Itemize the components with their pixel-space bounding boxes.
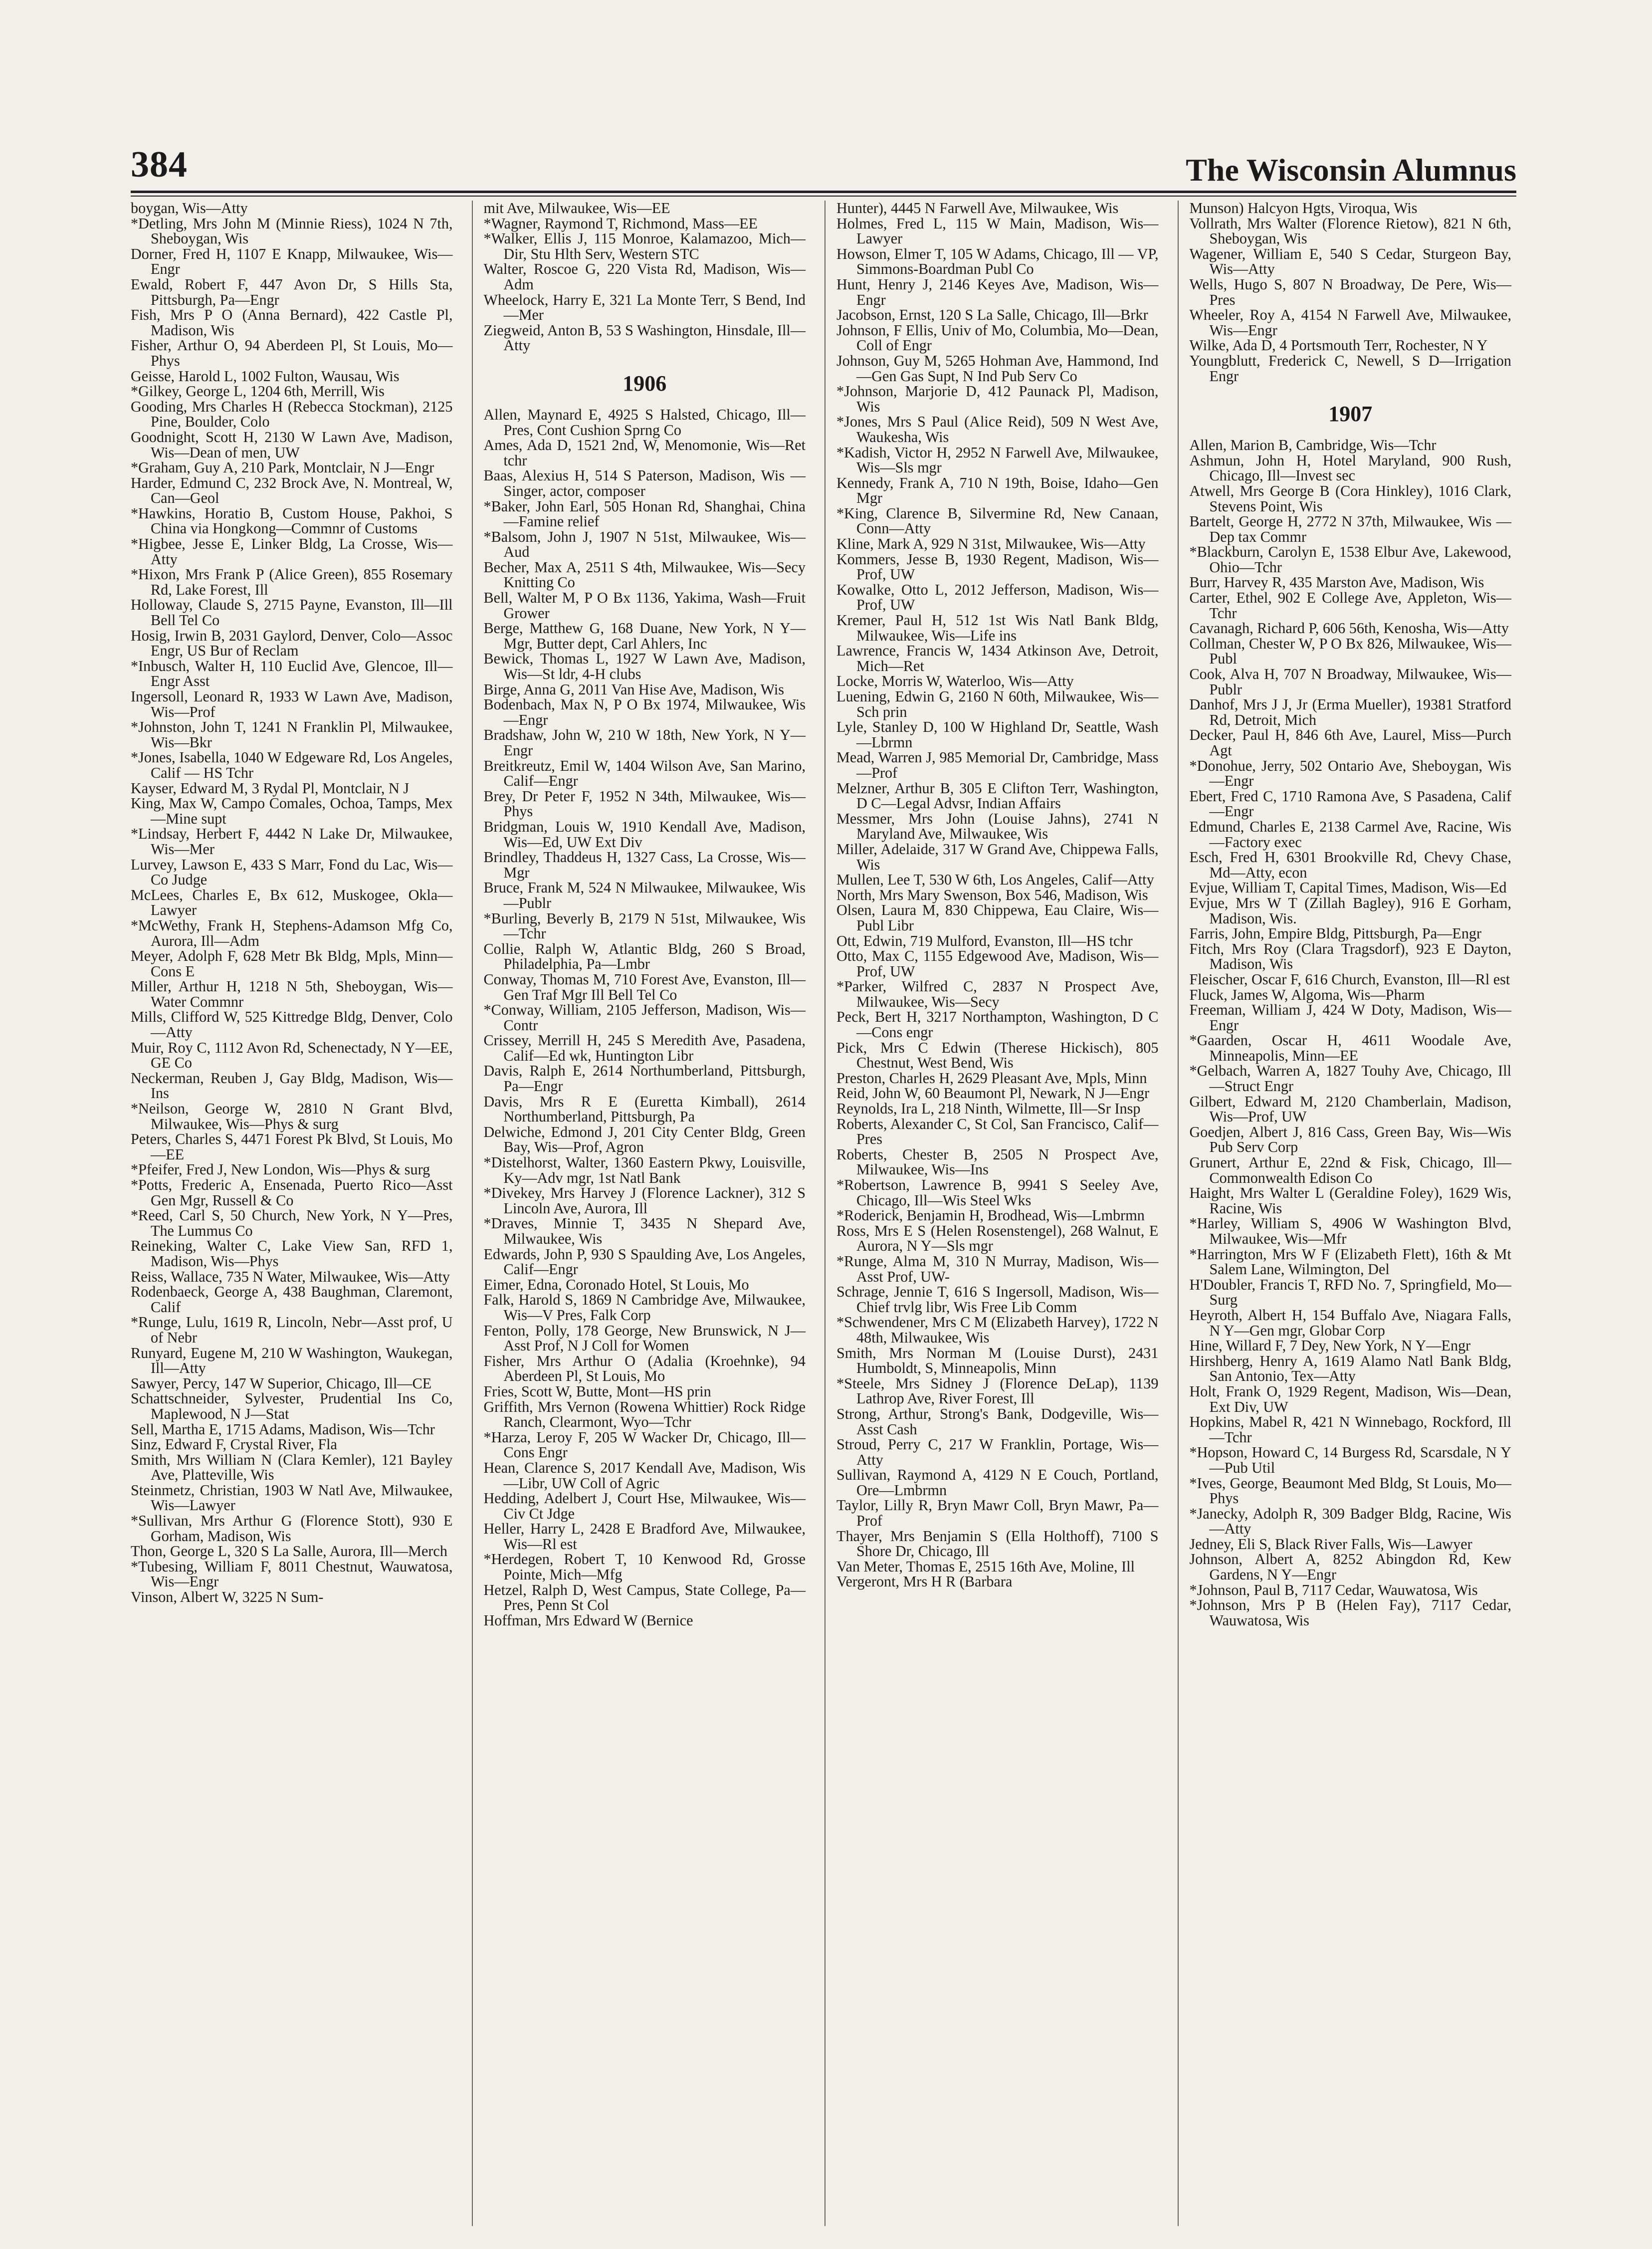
- directory-entry: *Gelbach, Warren A, 1827 Touhy Ave, Chicago, Ill—Struct Engr: [1189, 1062, 1511, 1095]
- directory-entry: Fries, Scott W, Butte, Mont—HS prin: [483, 1382, 711, 1400]
- directory-entry: *Hixon, Mrs Frank P (Alice Green), 855 Rosemary Rd, Lake Forest, Ill: [131, 566, 453, 598]
- column-1: [131, 201, 458, 2226]
- directory-entry: Evjue, Mrs W T (Zillah Bagley), 916 E Gorham, Madison, Wis.: [1189, 894, 1511, 927]
- directory-entry: Bruce, Frank M, 524 N Milwaukee, Milwaukee, Wis—Publr: [483, 879, 806, 911]
- directory-entry: Carter, Ethel, 902 E College Ave, Appleton, Wis—Tchr: [1189, 589, 1511, 622]
- directory-entry: Haight, Mrs Walter L (Geraldine Foley), 1629 Wis, Racine, Wis: [1189, 1184, 1511, 1217]
- directory-entry: Collie, Ralph W, Atlantic Bldg, 260 S Broad, Philadelphia, Pa—Lmbr: [483, 940, 806, 973]
- directory-entry: *Herdegen, Robert T, 10 Kenwood Rd, Grosse Pointe, Mich—Mfg: [483, 1551, 806, 1583]
- class-year-heading: 1906: [622, 371, 667, 396]
- directory-entry: Sell, Martha E, 1715 Adams, Madison, Wis—Tchr: [131, 1420, 435, 1438]
- directory-entry: Miller, Arthur H, 1218 N 5th, Sheboygan, Wis—Water Commnr: [131, 978, 453, 1010]
- directory-entry: Hine, Willard F, 7 Dey, New York, N Y—Engr: [1189, 1337, 1471, 1354]
- directory-entry: Rodenbaeck, George A, 438 Baughman, Claremont, Calif: [131, 1283, 453, 1316]
- directory-entry: Kennedy, Frank A, 710 N 19th, Boise, Idaho—Gen Mgr: [836, 474, 1159, 507]
- directory-entry: Delwiche, Edmond J, 201 City Center Bldg, Green Bay, Wis—Prof, Agron: [483, 1123, 806, 1156]
- directory-entry: Edmund, Charles E, 2138 Carmel Ave, Racine, Wis—Factory exec: [1189, 818, 1511, 851]
- directory-entry: Mullen, Lee T, 530 W 6th, Los Angeles, Calif—Atty: [836, 871, 1154, 889]
- directory-entry: Ames, Ada D, 1521 2nd, W, Menomonie, Wis—Ret tchr: [483, 437, 806, 469]
- directory-entry: Bridgman, Louis W, 1910 Kendall Ave, Madison, Wis—Ed, UW Ext Div: [483, 818, 806, 851]
- header-rule: [131, 191, 1516, 193]
- directory-entry: mit Ave, Milwaukee, Wis—EE: [483, 201, 670, 217]
- directory-entry: Cavanagh, Richard P, 606 56th, Kenosha, Wis—Atty: [1189, 620, 1509, 637]
- directory-entry: *Robertson, Lawrence B, 9941 S Seeley Ave, Chicago, Ill—Wis Steel Wks: [836, 1176, 1159, 1209]
- directory-entry: Peck, Bert H, 3217 Northampton, Washington, D C—Cons engr: [836, 1008, 1159, 1041]
- directory-entry: Farris, John, Empire Bldg, Pittsburgh, Pa—Engr: [1189, 925, 1482, 942]
- directory-entry: *Ives, George, Beaumont Med Bldg, St Louis, Mo—Phys: [1189, 1474, 1511, 1507]
- directory-entry: *Burling, Beverly B, 2179 N 51st, Milwaukee, Wis—Tchr: [483, 909, 806, 942]
- directory-entry: *Sullivan, Mrs Arthur G (Florence Stott), 930 E Gorham, Madison, Wis: [131, 1512, 453, 1545]
- directory-entry: Olsen, Laura M, 830 Chippewa, Eau Claire, Wis—Publ Libr: [836, 901, 1159, 934]
- directory-entry: *Johnson, Paul B, 7117 Cedar, Wauwatosa, Wis: [1189, 1581, 1478, 1598]
- directory-entry: *Runge, Alma M, 310 N Murray, Madison, Wis—Asst Prof, UW-: [836, 1252, 1159, 1285]
- directory-entry: Johnson, Albert A, 8252 Abingdon Rd, Kew Gardens, N Y—Engr: [1189, 1551, 1511, 1583]
- directory-entry: Stroud, Perry C, 217 W Franklin, Portage, Wis—Atty: [836, 1436, 1159, 1468]
- directory-entry: Davis, Mrs R E (Euretta Kimball), 2614 Northumberland, Pittsburgh, Pa: [483, 1093, 806, 1125]
- directory-entry: Davis, Ralph E, 2614 Northumberland, Pittsburgh, Pa—Engr: [483, 1062, 806, 1095]
- directory-entry: *Graham, Guy A, 210 Park, Montclair, N J—Engr: [131, 459, 434, 476]
- directory-entry: Grunert, Arthur E, 22nd & Fisk, Chicago, Ill—Commonwealth Edison Co: [1189, 1154, 1511, 1186]
- directory-entry: Youngblutt, Frederick C, Newell, S D—Irrigation Engr: [1189, 352, 1511, 385]
- directory-entry: Mead, Warren J, 985 Memorial Dr, Cambridge, Mass—Prof: [836, 749, 1159, 781]
- directory-entry: Hunter), 4445 N Farwell Ave, Milwaukee, Wis: [836, 201, 1119, 217]
- directory-entry: Lurvey, Lawson E, 433 S Marr, Fond du Lac, Wis—Co Judge: [131, 856, 453, 889]
- directory-entry: Esch, Fred H, 6301 Brookville Rd, Chevy Chase, Md—Atty, econ: [1189, 849, 1511, 881]
- directory-entry: Holt, Frank O, 1929 Regent, Madison, Wis—Dean, Ext Div, UW: [1189, 1382, 1511, 1415]
- directory-entry: Sinz, Edward F, Crystal River, Fla: [131, 1436, 337, 1453]
- directory-entry: Kayser, Edward M, 3 Rydal Pl, Montclair, N J: [131, 779, 410, 797]
- directory-entry: Allen, Marion B, Cambridge, Wis—Tchr: [1189, 437, 1437, 454]
- directory-entry: Ross, Mrs E S (Helen Rosenstengel), 268 Walnut, E Aurora, N Y—Sls mgr: [836, 1222, 1159, 1255]
- directory-entry: Edwards, John P, 930 S Spaulding Ave, Los Angeles, Calif—Engr: [483, 1245, 806, 1278]
- directory-entry: *Pfeifer, Fred J, New London, Wis—Phys & surg: [131, 1161, 430, 1178]
- directory-columns: [131, 201, 1516, 2226]
- directory-entry: Fleischer, Oscar F, 616 Church, Evanston, Ill—Rl est: [1189, 970, 1510, 988]
- directory-entry: Goedjen, Albert J, 816 Cass, Green Bay, Wis—Wis Pub Serv Corp: [1189, 1123, 1511, 1156]
- directory-entry: Reineking, Walter C, Lake View San, RFD 1, Madison, Wis—Phys: [131, 1237, 453, 1270]
- directory-entry: H'Doubler, Francis T, RFD No. 7, Springfield, Mo—Surg: [1189, 1276, 1511, 1309]
- directory-entry: Jedney, Eli S, Black River Falls, Wis—Lawyer: [1189, 1535, 1472, 1553]
- directory-entry: *Hopson, Howard C, 14 Burgess Rd, Scarsdale, N Y—Pub Util: [1189, 1444, 1511, 1476]
- directory-entry: *Harza, Leroy F, 205 W Wacker Dr, Chicago, Ill—Cons Engr: [483, 1428, 806, 1461]
- directory-entry: Muir, Roy C, 1112 Avon Rd, Schenectady, N Y—EE, GE Co: [131, 1039, 453, 1072]
- directory-entry: Bell, Walter M, P O Bx 1136, Yakima, Wash—Fruit Grower: [483, 589, 806, 622]
- directory-entry: Danhof, Mrs J J, Jr (Erma Mueller), 19381 Stratford Rd, Detroit, Mich: [1189, 696, 1511, 728]
- directory-entry: Mills, Clifford W, 525 Kittredge Bldg, Denver, Colo—Atty: [131, 1008, 453, 1041]
- directory-entry: *Johnson, Marjorie D, 412 Paunack Pl, Madison, Wis: [836, 383, 1159, 415]
- directory-entry: Roberts, Chester B, 2505 N Prospect Ave, Milwaukee, Wis—Ins: [836, 1145, 1159, 1178]
- directory-entry: Ziegweid, Anton B, 53 S Washington, Hinsdale, Ill—Atty: [483, 321, 806, 354]
- directory-entry: Reiss, Wallace, 735 N Water, Milwaukee, Wis—Atty: [131, 1268, 450, 1285]
- directory-entry: Vinson, Albert W, 3225 N Sum-: [131, 1588, 324, 1606]
- directory-entry: Howson, Elmer T, 105 W Adams, Chicago, Ill — VP, Simmons-Boardman Publ Co: [836, 245, 1159, 278]
- directory-entry: Taylor, Lilly R, Bryn Mawr Coll, Bryn Mawr, Pa—Prof: [836, 1497, 1159, 1530]
- directory-entry: Wilke, Ada D, 4 Portsmouth Terr, Rochester, N Y: [1189, 337, 1488, 354]
- directory-entry: Goodnight, Scott H, 2130 W Lawn Ave, Madison, Wis—Dean of men, UW: [131, 428, 453, 461]
- directory-entry: Walter, Roscoe G, 220 Vista Rd, Madison, Wis—Adm: [483, 260, 806, 293]
- directory-entry: Baas, Alexius H, 514 S Paterson, Madison, Wis — Singer, actor, composer: [483, 467, 806, 499]
- directory-entry: Fish, Mrs P O (Anna Bernard), 422 Castle Pl, Madison, Wis: [131, 306, 453, 339]
- directory-entry: *Baker, John Earl, 505 Honan Rd, Shanghai, China—Famine relief: [483, 497, 806, 530]
- directory-entry: Hoffman, Mrs Edward W (Bernice: [483, 1611, 693, 1629]
- directory-entry: *Runge, Lulu, 1619 R, Lincoln, Nebr—Asst prof, U of Nebr: [131, 1314, 453, 1346]
- directory-entry: Neckerman, Reuben J, Gay Bldg, Madison, Wis—Ins: [131, 1069, 453, 1102]
- directory-entry: *Harley, William S, 4906 W Washington Blvd, Milwaukee, Wis—Mfr: [1189, 1215, 1511, 1247]
- directory-entry: *Higbee, Jesse E, Linker Bldg, La Crosse, Wis—Atty: [131, 535, 453, 568]
- directory-entry: Strong, Arthur, Strong's Bank, Dodgeville, Wis—Asst Cash: [836, 1405, 1159, 1438]
- directory-entry: *Schwendener, Mrs C M (Elizabeth Harvey), 1722 N 48th, Milwaukee, Wis: [836, 1314, 1159, 1346]
- directory-entry: Hirshberg, Henry A, 1619 Alamo Natl Bank Bldg, San Antonio, Tex—Atty: [1189, 1352, 1511, 1385]
- directory-entry: Wheelock, Harry E, 321 La Monte Terr, S Bend, Ind—Mer: [483, 291, 806, 324]
- directory-entry: Brey, Dr Peter F, 1952 N 34th, Milwaukee, Wis—Phys: [483, 787, 806, 820]
- directory-entry: Ebert, Fred C, 1710 Ramona Ave, S Pasadena, Calif—Engr: [1189, 787, 1511, 820]
- directory-entry: Bartelt, George H, 2772 N 37th, Milwaukee, Wis — Dep tax Commr: [1189, 513, 1511, 545]
- directory-entry: Thayer, Mrs Benjamin S (Ella Holthoff), 7100 S Shore Dr, Chicago, Ill: [836, 1527, 1159, 1560]
- directory-entry: Crissey, Merrill H, 245 S Meredith Ave, Pasadena, Calif—Ed wk, Huntington Libr: [483, 1032, 806, 1064]
- directory-entry: McLees, Charles E, Bx 612, Muskogee, Okla—Lawyer: [131, 886, 453, 919]
- directory-entry: *Roderick, Benjamin H, Brodhead, Wis—Lmbrmn: [836, 1207, 1145, 1224]
- directory-entry: Ewald, Robert F, 447 Avon Dr, S Hills Sta, Pittsburgh, Pa—Engr: [131, 275, 453, 308]
- directory-entry: *Parker, Wilfred C, 2837 N Prospect Ave, Milwaukee, Wis—Secy: [836, 978, 1159, 1010]
- directory-entry: *King, Clarence B, Silvermine Rd, New Canaan, Conn—Atty: [836, 504, 1159, 537]
- directory-entry: *Reed, Carl S, 50 Church, New York, N Y—Pres, The Lummus Co: [131, 1207, 453, 1239]
- directory-entry: *Steele, Mrs Sidney J (Florence DeLap), 1139 Lathrop Ave, River Forest, Ill: [836, 1374, 1159, 1407]
- directory-entry: Bodenbach, Max N, P O Bx 1974, Milwaukee, Wis—Engr: [483, 696, 806, 728]
- directory-entry: Otto, Max C, 1155 Edgewood Ave, Madison, Wis—Prof, UW: [836, 947, 1159, 980]
- directory-entry: *Jones, Isabella, 1040 W Edgeware Rd, Los Angeles, Calif — HS Tchr: [131, 749, 453, 781]
- directory-entry: *Divekey, Mrs Harvey J (Florence Lackner), 312 S Lincoln Ave, Aurora, Ill: [483, 1184, 806, 1217]
- directory-entry: Atwell, Mrs George B (Cora Hinkley), 1016 Clark, Stevens Point, Wis: [1189, 482, 1511, 515]
- directory-entry: Hunt, Henry J, 2146 Keyes Ave, Madison, Wis—Engr: [836, 275, 1159, 308]
- directory-entry: Cook, Alva H, 707 N Broadway, Milwaukee, Wis—Publr: [1189, 666, 1511, 698]
- directory-entry: *Hawkins, Horatio B, Custom House, Pakhoi, S China via Hongkong—Commnr of Customs: [131, 504, 453, 537]
- directory-entry: *Neilson, George W, 2810 N Grant Blvd, Milwaukee, Wis—Phys & surg: [131, 1100, 453, 1132]
- directory-entry: *McWethy, Frank H, Stephens-Adamson Mfg Co, Aurora, Ill—Adm: [131, 916, 453, 949]
- directory-entry: Harder, Edmund C, 232 Brock Ave, N. Montreal, W, Can—Geol: [131, 474, 453, 507]
- directory-entry: Brindley, Thaddeus H, 1327 Cass, La Crosse, Wis—Mgr: [483, 849, 806, 881]
- directory-entry: *Gaarden, Oscar H, 4611 Woodale Ave, Minneapolis, Minn—EE: [1189, 1032, 1511, 1064]
- directory-entry: *Walker, Ellis J, 115 Monroe, Kalamazoo, Mich—Dir, Stu Hlth Serv, Western STC: [483, 230, 806, 262]
- journal-title: The Wisconsin Alumnus: [1186, 152, 1516, 188]
- directory-entry: *Lindsay, Herbert F, 4442 N Lake Dr, Milwaukee, Wis—Mer: [131, 825, 453, 858]
- directory-entry: Preston, Charles H, 2629 Pleasant Ave, Mpls, Minn: [836, 1069, 1147, 1087]
- directory-entry: *Distelhorst, Walter, 1360 Eastern Pkwy, Louisville, Ky—Adv mgr, 1st Natl Bank: [483, 1154, 806, 1186]
- directory-entry: Falk, Harold S, 1869 N Cambridge Ave, Milwaukee, Wis—V Pres, Falk Corp: [483, 1291, 806, 1324]
- directory-entry: Roberts, Alexander C, St Col, San Francisco, Calif—Pres: [836, 1115, 1159, 1148]
- directory-entry: Meyer, Adolph F, 628 Metr Bk Bldg, Mpls, Minn—Cons E: [131, 947, 453, 980]
- directory-entry: Thon, George L, 320 S La Salle, Aurora, Ill—Merch: [131, 1543, 447, 1560]
- directory-entry: Smith, Mrs Norman M (Louise Durst), 2431 Humboldt, S, Minneapolis, Minn: [836, 1344, 1159, 1377]
- directory-entry: Ashmun, John H, Hotel Maryland, 900 Rush, Chicago, Ill—Invest sec: [1189, 451, 1511, 484]
- directory-entry: Birge, Anna G, 2011 Van Hise Ave, Madison, Wis: [483, 680, 785, 698]
- directory-entry: Bradshaw, John W, 210 W 18th, New York, N Y—Engr: [483, 726, 806, 759]
- directory-entry: Becher, Max A, 2511 S 4th, Milwaukee, Wis—Secy Knitting Co: [483, 558, 806, 591]
- directory-entry: Decker, Paul H, 846 6th Ave, Laurel, Miss—Purch Agt: [1189, 726, 1511, 759]
- directory-entry: Runyard, Eugene M, 210 W Washington, Waukegan, Ill—Atty: [131, 1344, 453, 1377]
- directory-entry: Wells, Hugo S, 807 N Broadway, De Pere, Wis—Pres: [1189, 275, 1511, 308]
- directory-entry: Smith, Mrs William N (Clara Kemler), 121 Bayley Ave, Platteville, Wis: [131, 1451, 453, 1484]
- directory-entry: Pick, Mrs C Edwin (Therese Hickisch), 805 Chestnut, West Bend, Wis: [836, 1039, 1159, 1072]
- directory-entry: Hedding, Adelbert J, Court Hse, Milwaukee, Wis—Civ Ct Jdge: [483, 1490, 806, 1522]
- directory-entry: Vergeront, Mrs H R (Barbara: [836, 1573, 1013, 1590]
- directory-entry: Wagener, William E, 540 S Cedar, Sturgeon Bay, Wis—Atty: [1189, 245, 1511, 278]
- directory-entry: *Tubesing, William F, 8011 Chestnut, Wauwatosa, Wis—Engr: [131, 1558, 453, 1590]
- directory-entry: Kremer, Paul H, 512 1st Wis Natl Bank Bldg, Milwaukee, Wis—Life ins: [836, 612, 1159, 644]
- directory-entry: *Harrington, Mrs W F (Elizabeth Flett), 16th & Mt Salem Lane, Wilmington, Del: [1189, 1245, 1511, 1278]
- directory-entry: Allen, Maynard E, 4925 S Halsted, Chicago, Ill—Pres, Cont Cushion Sprng Co: [483, 406, 806, 439]
- directory-entry: Ingersoll, Leonard R, 1933 W Lawn Ave, Madison, Wis—Prof: [131, 688, 453, 720]
- class-year-heading: 1907: [1328, 402, 1373, 427]
- directory-entry: Geisse, Harold L, 1002 Fulton, Wausau, Wis: [131, 367, 400, 385]
- directory-entry: Griffith, Mrs Vernon (Rowena Whittier) Rock Ridge Ranch, Clearmont, Wyo—Tchr: [483, 1398, 806, 1431]
- directory-entry: boygan, Wis—Atty: [131, 201, 248, 217]
- directory-entry: Peters, Charles S, 4471 Forest Pk Blvd, St Louis, Mo—EE: [131, 1130, 453, 1163]
- directory-entry: Melzner, Arthur B, 305 E Clifton Terr, Washington, D C—Legal Advsr, Indian Affairs: [836, 779, 1159, 812]
- directory-entry: Locke, Morris W, Waterloo, Wis—Atty: [836, 673, 1074, 690]
- directory-entry: Holloway, Claude S, 2715 Payne, Evanston, Ill—Ill Bell Tel Co: [131, 596, 453, 629]
- directory-entry: *Gilkey, George L, 1204 6th, Merrill, Wis: [131, 383, 385, 400]
- directory-entry: Kline, Mark A, 929 N 31st, Milwaukee, Wis—Atty: [836, 535, 1146, 553]
- directory-entry: Conway, Thomas M, 710 Forest Ave, Evanston, Ill—Gen Traf Mgr Ill Bell Tel Co: [483, 970, 806, 1003]
- directory-entry: *Detling, Mrs John M (Minnie Riess), 1024 N 7th, Sheboygan, Wis: [131, 215, 453, 247]
- directory-entry: *Balsom, John J, 1907 N 51st, Milwaukee, Wis—Aud: [483, 528, 806, 561]
- directory-entry: Gilbert, Edward M, 2120 Chamberlain, Madison, Wis—Prof, UW: [1189, 1093, 1511, 1125]
- directory-entry: *Potts, Frederic A, Ensenada, Puerto Rico—Asst Gen Mgr, Russell & Co: [131, 1176, 453, 1209]
- directory-entry: Messmer, Mrs John (Louise Jahns), 2741 N Maryland Ave, Milwaukee, Wis: [836, 810, 1159, 843]
- directory-entry: Lyle, Stanley D, 100 W Highland Dr, Seattle, Wash—Lbrmn: [836, 718, 1159, 751]
- directory-entry: Heller, Harry L, 2428 E Bradford Ave, Milwaukee, Wis—Rl est: [483, 1520, 806, 1553]
- directory-entry: Kowalke, Otto L, 2012 Jefferson, Madison, Wis—Prof, UW: [836, 581, 1159, 614]
- directory-entry: Sullivan, Raymond A, 4129 N E Couch, Portland, Ore—Lmbrmn: [836, 1466, 1159, 1499]
- directory-entry: Luening, Edwin G, 2160 N 60th, Milwaukee, Wis—Sch prin: [836, 688, 1159, 720]
- directory-entry: Hean, Clarence S, 2017 Kendall Ave, Madison, Wis—Libr, UW Coll of Agric: [483, 1459, 806, 1492]
- directory-entry: Vollrath, Mrs Walter (Florence Rietow), 821 N 6th, Sheboygan, Wis: [1189, 215, 1511, 247]
- directory-entry: Hetzel, Ralph D, West Campus, State College, Pa—Pres, Penn St Col: [483, 1581, 806, 1614]
- directory-entry: Schattschneider, Sylvester, Prudential Ins Co, Maplewood, N J—Stat: [131, 1390, 453, 1422]
- directory-entry: Reid, John W, 60 Beaumont Pl, Newark, N J—Engr: [836, 1085, 1150, 1102]
- directory-entry: *Inbusch, Walter H, 110 Euclid Ave, Glencoe, Ill—Engr Asst: [131, 657, 453, 690]
- directory-entry: *Draves, Minnie T, 3435 N Shepard Ave, Milwaukee, Wis: [483, 1215, 806, 1247]
- directory-entry: Johnson, F Ellis, Univ of Mo, Columbia, Mo—Dean, Coll of Engr: [836, 321, 1159, 354]
- directory-entry: *Blackburn, Carolyn E, 1538 Elbur Ave, Lakewood, Ohio—Tchr: [1189, 543, 1511, 576]
- directory-entry: *Wagner, Raymond T, Richmond, Mass—EE: [483, 215, 758, 232]
- column-3: [825, 201, 1164, 2226]
- directory-entry: Dorner, Fred H, 1107 E Knapp, Milwaukee, Wis—Engr: [131, 245, 453, 278]
- directory-entry: *Conway, William, 2105 Jefferson, Madison, Wis—Contr: [483, 1001, 806, 1034]
- page-number: 384: [131, 144, 188, 185]
- directory-entry: Van Meter, Thomas E, 2515 16th Ave, Moline, Ill: [836, 1558, 1135, 1575]
- directory-entry: *Johnson, Mrs P B (Helen Fay), 7117 Cedar, Wauwatosa, Wis: [1189, 1596, 1511, 1629]
- directory-entry: Wheeler, Roy A, 4154 N Farwell Ave, Milwaukee, Wis—Engr: [1189, 306, 1511, 339]
- directory-entry: Heyroth, Albert H, 154 Buffalo Ave, Niagara Falls, N Y—Gen mgr, Globar Corp: [1189, 1306, 1511, 1339]
- directory-entry: Freeman, William J, 424 W Doty, Madison, Wis—Engr: [1189, 1001, 1511, 1034]
- directory-entry: Munson) Halcyon Hgts, Viroqua, Wis: [1189, 201, 1418, 217]
- directory-entry: Collman, Chester W, P O Bx 826, Milwaukee, Wis—Publ: [1189, 635, 1511, 668]
- directory-entry: Johnson, Guy M, 5265 Hohman Ave, Hammond, Ind—Gen Gas Supt, N Ind Pub Serv Co: [836, 352, 1159, 385]
- directory-entry: Kommers, Jesse B, 1930 Regent, Madison, Wis—Prof, UW: [836, 550, 1159, 583]
- directory-entry: Eimer, Edna, Coronado Hotel, St Louis, Mo: [483, 1276, 749, 1293]
- directory-entry: *Jones, Mrs S Paul (Alice Reid), 509 N West Ave, Waukesha, Wis: [836, 413, 1159, 446]
- directory-entry: Hosig, Irwin B, 2031 Gaylord, Denver, Colo—Assoc Engr, US Bur of Reclam: [131, 627, 453, 660]
- column-4: [1178, 201, 1517, 2226]
- directory-entry: Jacobson, Ernst, 120 S La Salle, Chicago, Ill—Brkr: [836, 306, 1148, 324]
- directory-entry: Fitch, Mrs Roy (Clara Tragsdorf), 923 E Dayton, Madison, Wis: [1189, 940, 1511, 973]
- directory-entry: Reynolds, Ira L, 218 Ninth, Wilmette, Ill—Sr Insp: [836, 1100, 1141, 1118]
- column-2: [472, 201, 811, 2226]
- directory-entry: Holmes, Fred L, 115 W Main, Madison, Wis—Lawyer: [836, 215, 1159, 247]
- directory-entry: Bewick, Thomas L, 1927 W Lawn Ave, Madison, Wis—St ldr, 4-H clubs: [483, 650, 806, 683]
- directory-entry: King, Max W, Campo Comales, Ochoa, Tamps, Mex—Mine supt: [131, 795, 453, 827]
- directory-entry: *Janecky, Adolph R, 309 Badger Bldg, Racine, Wis—Atty: [1189, 1505, 1511, 1538]
- header-rule-thin: [131, 196, 1516, 197]
- directory-entry: Ott, Edwin, 719 Mulford, Evanston, Ill—HS tchr: [836, 932, 1133, 949]
- directory-entry: Gooding, Mrs Charles H (Rebecca Stockman), 2125 Pine, Boulder, Colo: [131, 398, 453, 431]
- directory-entry: Fluck, James W, Algoma, Wis—Pharm: [1189, 986, 1425, 1003]
- directory-entry: Steinmetz, Christian, 1903 W Natl Ave, Milwaukee, Wis—Lawyer: [131, 1481, 453, 1514]
- directory-entry: *Johnston, John T, 1241 N Franklin Pl, Milwaukee, Wis—Bkr: [131, 718, 453, 751]
- directory-entry: *Kadish, Victor H, 2952 N Farwell Ave, Milwaukee, Wis—Sls mgr: [836, 444, 1159, 476]
- directory-entry: *Donohue, Jerry, 502 Ontario Ave, Sheboygan, Wis—Engr: [1189, 757, 1511, 790]
- directory-entry: North, Mrs Mary Swenson, Box 546, Madison, Wis: [836, 886, 1148, 903]
- directory-entry: Schrage, Jennie T, 616 S Ingersoll, Madison, Wis—Chief trvlg libr, Wis Free Lib Comm: [836, 1283, 1159, 1316]
- directory-entry: Fenton, Polly, 178 George, New Brunswick, N J—Asst Prof, N J Coll for Women: [483, 1322, 806, 1354]
- directory-entry: Burr, Harvey R, 435 Marston Ave, Madison, Wis: [1189, 574, 1484, 591]
- directory-entry: Breitkreutz, Emil W, 1404 Wilson Ave, San Marino, Calif—Engr: [483, 757, 806, 790]
- directory-entry: Lawrence, Francis W, 1434 Atkinson Ave, Detroit, Mich—Ret: [836, 642, 1159, 675]
- directory-entry: Berge, Matthew G, 168 Duane, New York, N Y—Mgr, Butter dept, Carl Ahlers, Inc: [483, 620, 806, 652]
- directory-entry: Sawyer, Percy, 147 W Superior, Chicago, Ill—CE: [131, 1374, 432, 1392]
- directory-entry: Fisher, Arthur O, 94 Aberdeen Pl, St Louis, Mo—Phys: [131, 337, 453, 369]
- directory-entry: Evjue, William T, Capital Times, Madison, Wis—Ed: [1189, 879, 1507, 897]
- directory-entry: Hopkins, Mabel R, 421 N Winnebago, Rockford, Ill—Tchr: [1189, 1413, 1511, 1446]
- directory-entry: Miller, Adelaide, 317 W Grand Ave, Chippewa Falls, Wis: [836, 840, 1159, 873]
- directory-entry: Fisher, Mrs Arthur O (Adalia (Kroehnke), 94 Aberdeen Pl, St Louis, Mo: [483, 1352, 806, 1385]
